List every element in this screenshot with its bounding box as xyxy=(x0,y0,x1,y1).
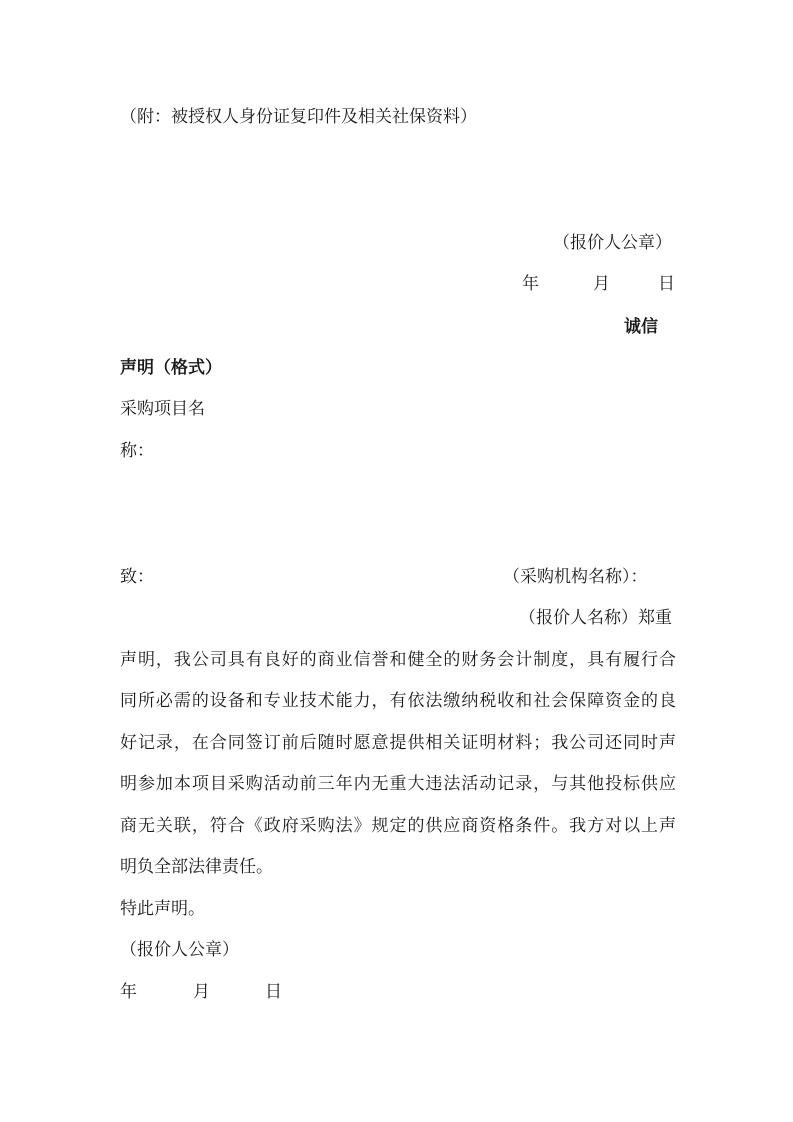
project-name-label-line2: 称： xyxy=(120,441,154,461)
bottom-date-month: 月 xyxy=(193,982,210,1002)
bottom-date-day: 日 xyxy=(265,982,282,1002)
top-date-year: 年 xyxy=(522,274,539,294)
top-date-month: 月 xyxy=(593,274,610,294)
attachment-note: （附：被授权人身份证复印件及相关社保资料） xyxy=(120,107,477,127)
body-line-4: 明参加本项目采购活动前三年内无重大违法活动记录，与其他投标供应 xyxy=(120,774,676,794)
body-line-5: 商无关联，符合《政府采购法》规定的供应商资格条件。我方对以上声 xyxy=(120,816,676,836)
title-part-1: 诚信 xyxy=(624,317,658,337)
body-line-6: 明负全部法律责任。 xyxy=(120,857,273,877)
body-line-2: 同所必需的设备和专业技术能力，有依法缴纳税收和社会保障资金的良 xyxy=(120,691,676,711)
body-line-1: 声明，我公司具有良好的商业信誉和健全的财务会计制度，具有履行合 xyxy=(120,650,676,670)
closing-statement: 特此声明。 xyxy=(120,899,205,919)
body-line-3: 好记录，在合同签订前后随时愿意提供相关证明材料；我公司还同时声 xyxy=(120,733,676,753)
to-label: 致： xyxy=(120,567,154,587)
agency-placeholder: （采购机构名称）： xyxy=(503,567,648,587)
title-part-2: 声明（格式） xyxy=(120,358,222,378)
bidder-placeholder: （报价人名称）郑重 xyxy=(519,608,672,628)
project-name-label-line1: 采购项目名 xyxy=(120,399,205,419)
bottom-date-year: 年 xyxy=(120,982,137,1002)
bottom-seal-label: （报价人公章） xyxy=(120,940,239,960)
top-date-day: 日 xyxy=(658,274,675,294)
top-seal-label: （报价人公章） xyxy=(553,233,672,253)
